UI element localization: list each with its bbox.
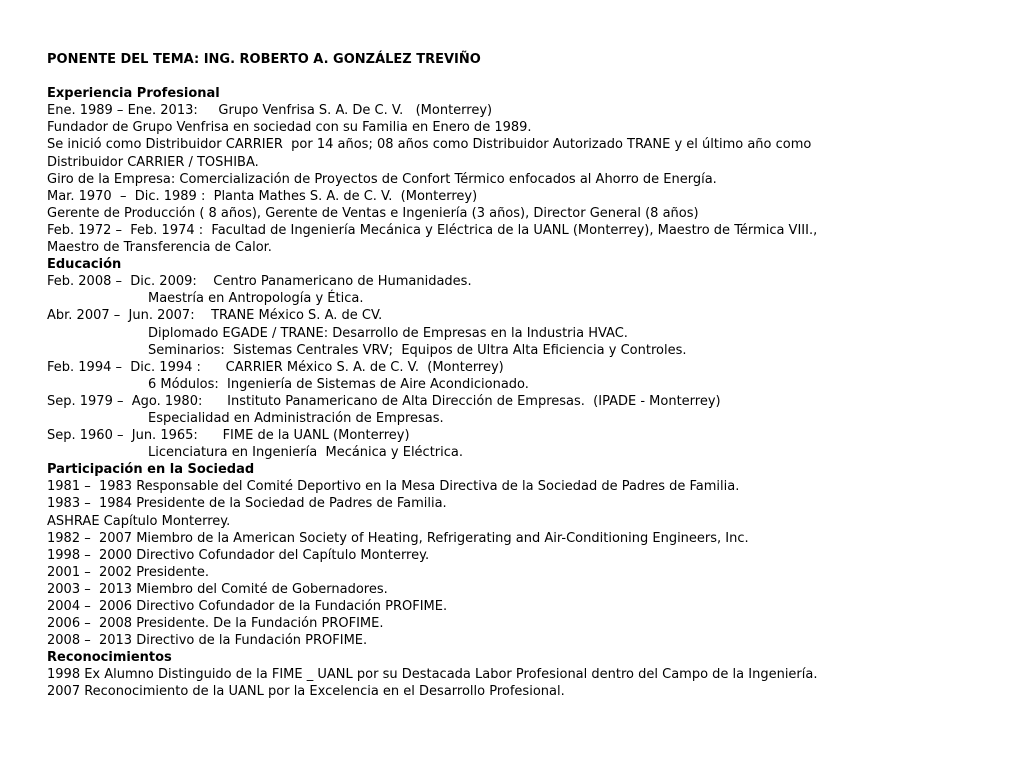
section-line: Se inició como Distribuidor CARRIER por 14 años; 08 años como Distribuidor Autorizado TRANE y el último año como <box>47 137 812 153</box>
section-line: Especialidad en Administración de Empresas. <box>148 410 444 426</box>
section-line: 1983 – 1984 Presidente de la Sociedad de Padres de Familia. <box>47 496 447 512</box>
section-line: Giro de la Empresa: Comercialización de Proyectos de Confort Térmico enfocados al Ahorro de Energía. <box>47 171 717 187</box>
section-line: Diplomado EGADE / TRANE: Desarrollo de Empresas en la Industria HVAC. <box>148 325 628 341</box>
section-line: Feb. 1972 – Feb. 1974 : Facultad de Ingeniería Mecánica y Eléctrica de la UANL (Monterrey), Maestro de Térmica VIII., <box>47 222 818 238</box>
section-line: 2008 – 2013 Directivo de la Fundación PROFIME. <box>47 633 368 649</box>
section-line: ASHRAE Capítulo Monterrey. <box>47 513 231 529</box>
section-line: Feb. 1994 – Dic. 1994 : CARRIER México S. A. de C. V. (Monterrey) <box>47 359 504 375</box>
section-line: Ene. 1989 – Ene. 2013: Grupo Venfrisa S. A. De C. V. (Monterrey) <box>47 103 493 119</box>
section-line: 6 Módulos: Ingeniería de Sistemas de Aire Acondicionado. <box>148 376 529 392</box>
speaker-line <box>47 51 1024 68</box>
section-line: Seminarios: Sistemas Centrales VRV; Equipos de Ultra Alta Eficiencia y Controles. <box>148 342 687 358</box>
section-heading: Reconocimientos <box>47 650 172 666</box>
section-line: Sep. 1960 – Jun. 1965: FIME de la UANL (Monterrey) <box>47 428 410 444</box>
speaker-label: PONENTE DEL TEMA: <box>47 52 200 67</box>
section-line: Maestro de Transferencia de Calor. <box>47 240 272 256</box>
section-line: 2004 – 2006 Directivo Cofundador de la Fundación PROFIME. <box>47 599 448 614</box>
section-line: 2001 – 2002 Presidente. <box>47 564 209 580</box>
section-line: 1998 Ex Alumno Distinguido de la FIME _ UANL por su Destacada Labor Profesional dentro del Campo de la Ingeniería. <box>47 667 818 683</box>
section-line: 1981 – 1983 Responsable del Comité Deportivo en la Mesa Directiva de la Sociedad de Padres de Familia. <box>47 479 740 495</box>
section-heading: Experiencia Profesional <box>47 86 220 102</box>
section-heading: Educación <box>47 257 122 273</box>
section-line: 1982 – 2007 Miembro de la American Society of Heating, Refrigerating and Air-Conditioning Engineers, Inc. <box>47 530 749 546</box>
section-line: 2007 Reconocimiento de la UANL por la Excelencia en el Desarrollo Profesional. <box>47 684 565 700</box>
section-heading: Participación en la Sociedad <box>47 462 255 478</box>
spacer <box>47 68 1024 85</box>
section-line: 2003 – 2013 Miembro del Comité de Gobernadores. <box>47 581 388 597</box>
speaker-name: ING. ROBERTO A. GONZÁLEZ TREVIÑO <box>199 52 481 67</box>
section-line: Distribuidor CARRIER / TOSHIBA. <box>47 154 259 170</box>
section-line: Mar. 1970 – Dic. 1989 : Planta Mathes S. A. de C. V. (Monterrey) <box>47 188 478 204</box>
section-line: 1998 – 2000 Directivo Cofundador del Capítulo Monterrey. <box>47 547 430 563</box>
section-line: Sep. 1979 – Ago. 1980: Instituto Panamericano de Alta Dirección de Empresas. (IPADE - Monterrey) <box>47 393 721 409</box>
section-line: Fundador de Grupo Venfrisa en sociedad con su Familia en Enero de 1989. <box>47 120 532 136</box>
section-line: Gerente de Producción ( 8 años), Gerente de Ventas e Ingeniería (3 años), Director General (8 años) <box>47 205 699 221</box>
section-line: Licenciatura en Ingeniería Mecánica y Eléctrica. <box>148 445 463 461</box>
section-line: Feb. 2008 – Dic. 2009: Centro Panamericano de Humanidades. <box>47 274 472 290</box>
section-line: Abr. 2007 – Jun. 2007: TRANE México S. A. de CV. <box>47 308 383 324</box>
section-line: Maestría en Antropología y Ética. <box>148 291 364 307</box>
section-line: 2006 – 2008 Presidente. De la Fundación PROFIME. <box>47 616 384 632</box>
sections-container <box>47 85 1024 700</box>
